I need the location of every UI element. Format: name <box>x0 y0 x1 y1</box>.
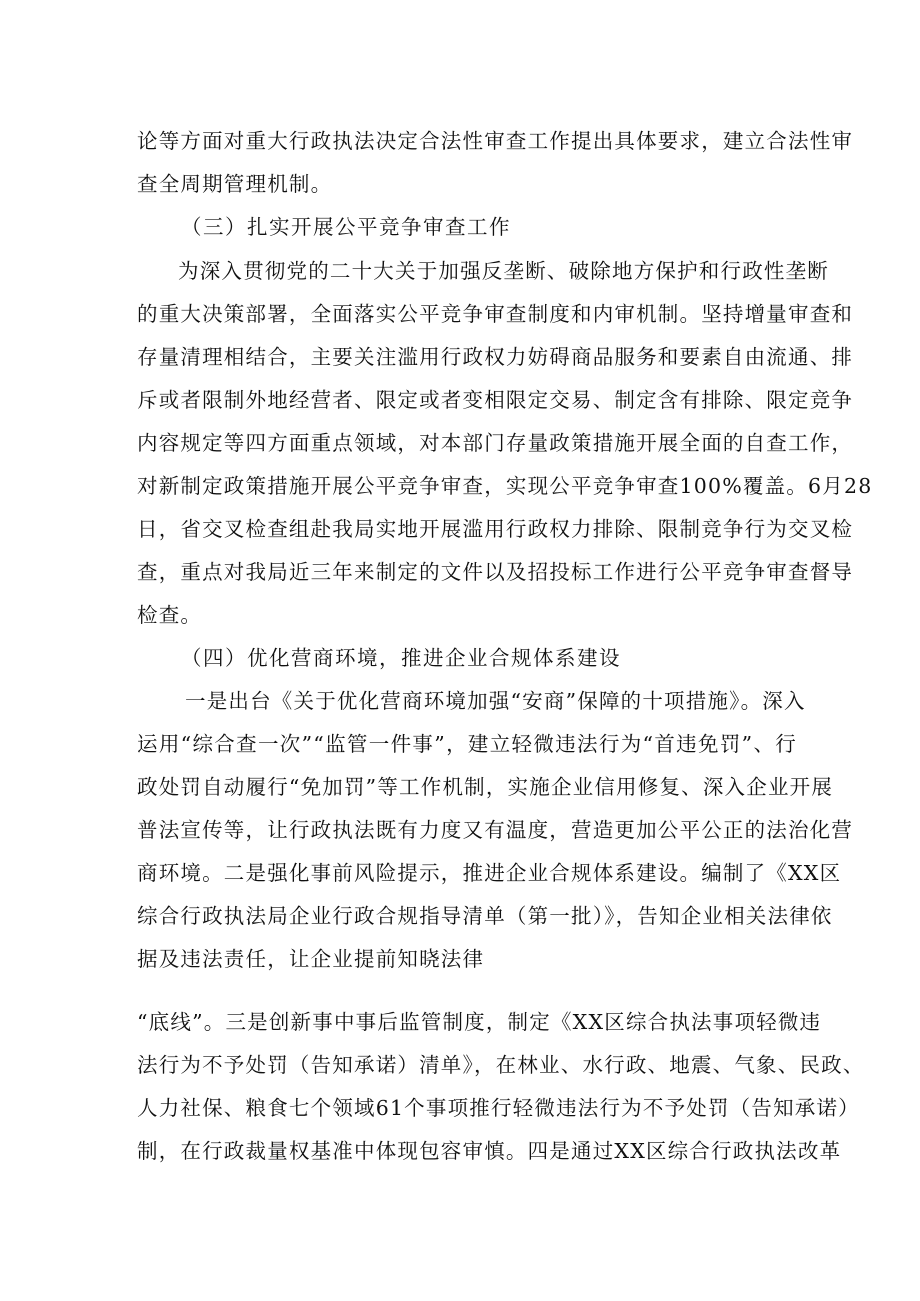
paragraph-line: “底线”。三是创新事中事后监管制度，制定《XX区综合执法事项轻微违 <box>137 1010 822 1034</box>
paragraph-line: 普法宣传等，让行政执法既有力度又有温度，营造更加公平公正的法治化营 <box>137 818 854 842</box>
paragraph-line: 法行为不予处罚（告知承诺）清单》，在林业、水行政、地震、气象、民政、 <box>137 1053 865 1077</box>
paragraph-line: 一是出台《关于优化营商环境加强“安商”保障的十项措施》。深入 <box>185 689 806 713</box>
paragraph-line: 据及违法责任，让企业提前知晓法律 <box>137 947 485 971</box>
paragraph-line: 为深入贯彻党的二十大关于加强反垄断、破除地方保护和行政性垄断 <box>178 259 829 283</box>
paragraph-line: 对新制定政策措施开展公平竞争审查，实现公平竞争审查100%覆盖。6月28 <box>137 474 873 498</box>
paragraph-line: 制，在行政裁量权基准中体现包容审慎。四是通过XX区综合行政执法改革 <box>137 1139 842 1163</box>
paragraph-line: 运用“综合查一次”“监管一件事”，建立轻微违法行为“首违免罚”、行 <box>137 732 797 756</box>
paragraph-line: 综合行政执法局企业行政合规指导清单（第一批）》，告知企业相关法律依 <box>137 904 833 928</box>
section-heading: （三）扎实开展公平竞争审查工作 <box>181 215 511 239</box>
paragraph-line: 查，重点对我局近三年来制定的文件以及招投标工作进行公平竞争审查督导 <box>137 560 854 584</box>
paragraph-line: 论等方面对重大行政执法决定合法性审查工作提出具体要求，建立合法性审 <box>137 129 854 153</box>
paragraph-line: 日，省交叉检查组赴我局实地开展滥用行政权力排除、限制竞争行为交叉检 <box>137 517 854 541</box>
paragraph-line: 的重大决策部署，全面落实公平竞争审查制度和内审机制。坚持增量审查和 <box>137 302 854 326</box>
paragraph-line: 检查。 <box>137 603 203 627</box>
section-heading: （四）优化营商环境，推进企业合规体系建设 <box>181 646 621 670</box>
paragraph-line: 存量清理相结合，主要关注滥用行政权力妨碍商品服务和要素自由流通、排 <box>137 345 854 369</box>
paragraph-line: 查全周期管理机制。 <box>137 172 333 196</box>
paragraph-line: 斥或者限制外地经营者、限定或者变相限定交易、制定含有排除、限定竞争 <box>137 388 854 412</box>
paragraph-line: 内容规定等四方面重点领域，对本部门存量政策措施开展全面的自查工作， <box>137 431 854 455</box>
paragraph-line: 政处罚自动履行“免加罚”等工作机制，实施企业信用修复、深入企业开展 <box>137 775 834 799</box>
paragraph-line: 人力社保、粮食七个领域61个事项推行轻微违法行为不予处罚（告知承诺） <box>137 1096 860 1120</box>
paragraph-line: 商环境。二是强化事前风险提示，推进企业合规体系建设。编制了《XX区 <box>137 861 842 885</box>
